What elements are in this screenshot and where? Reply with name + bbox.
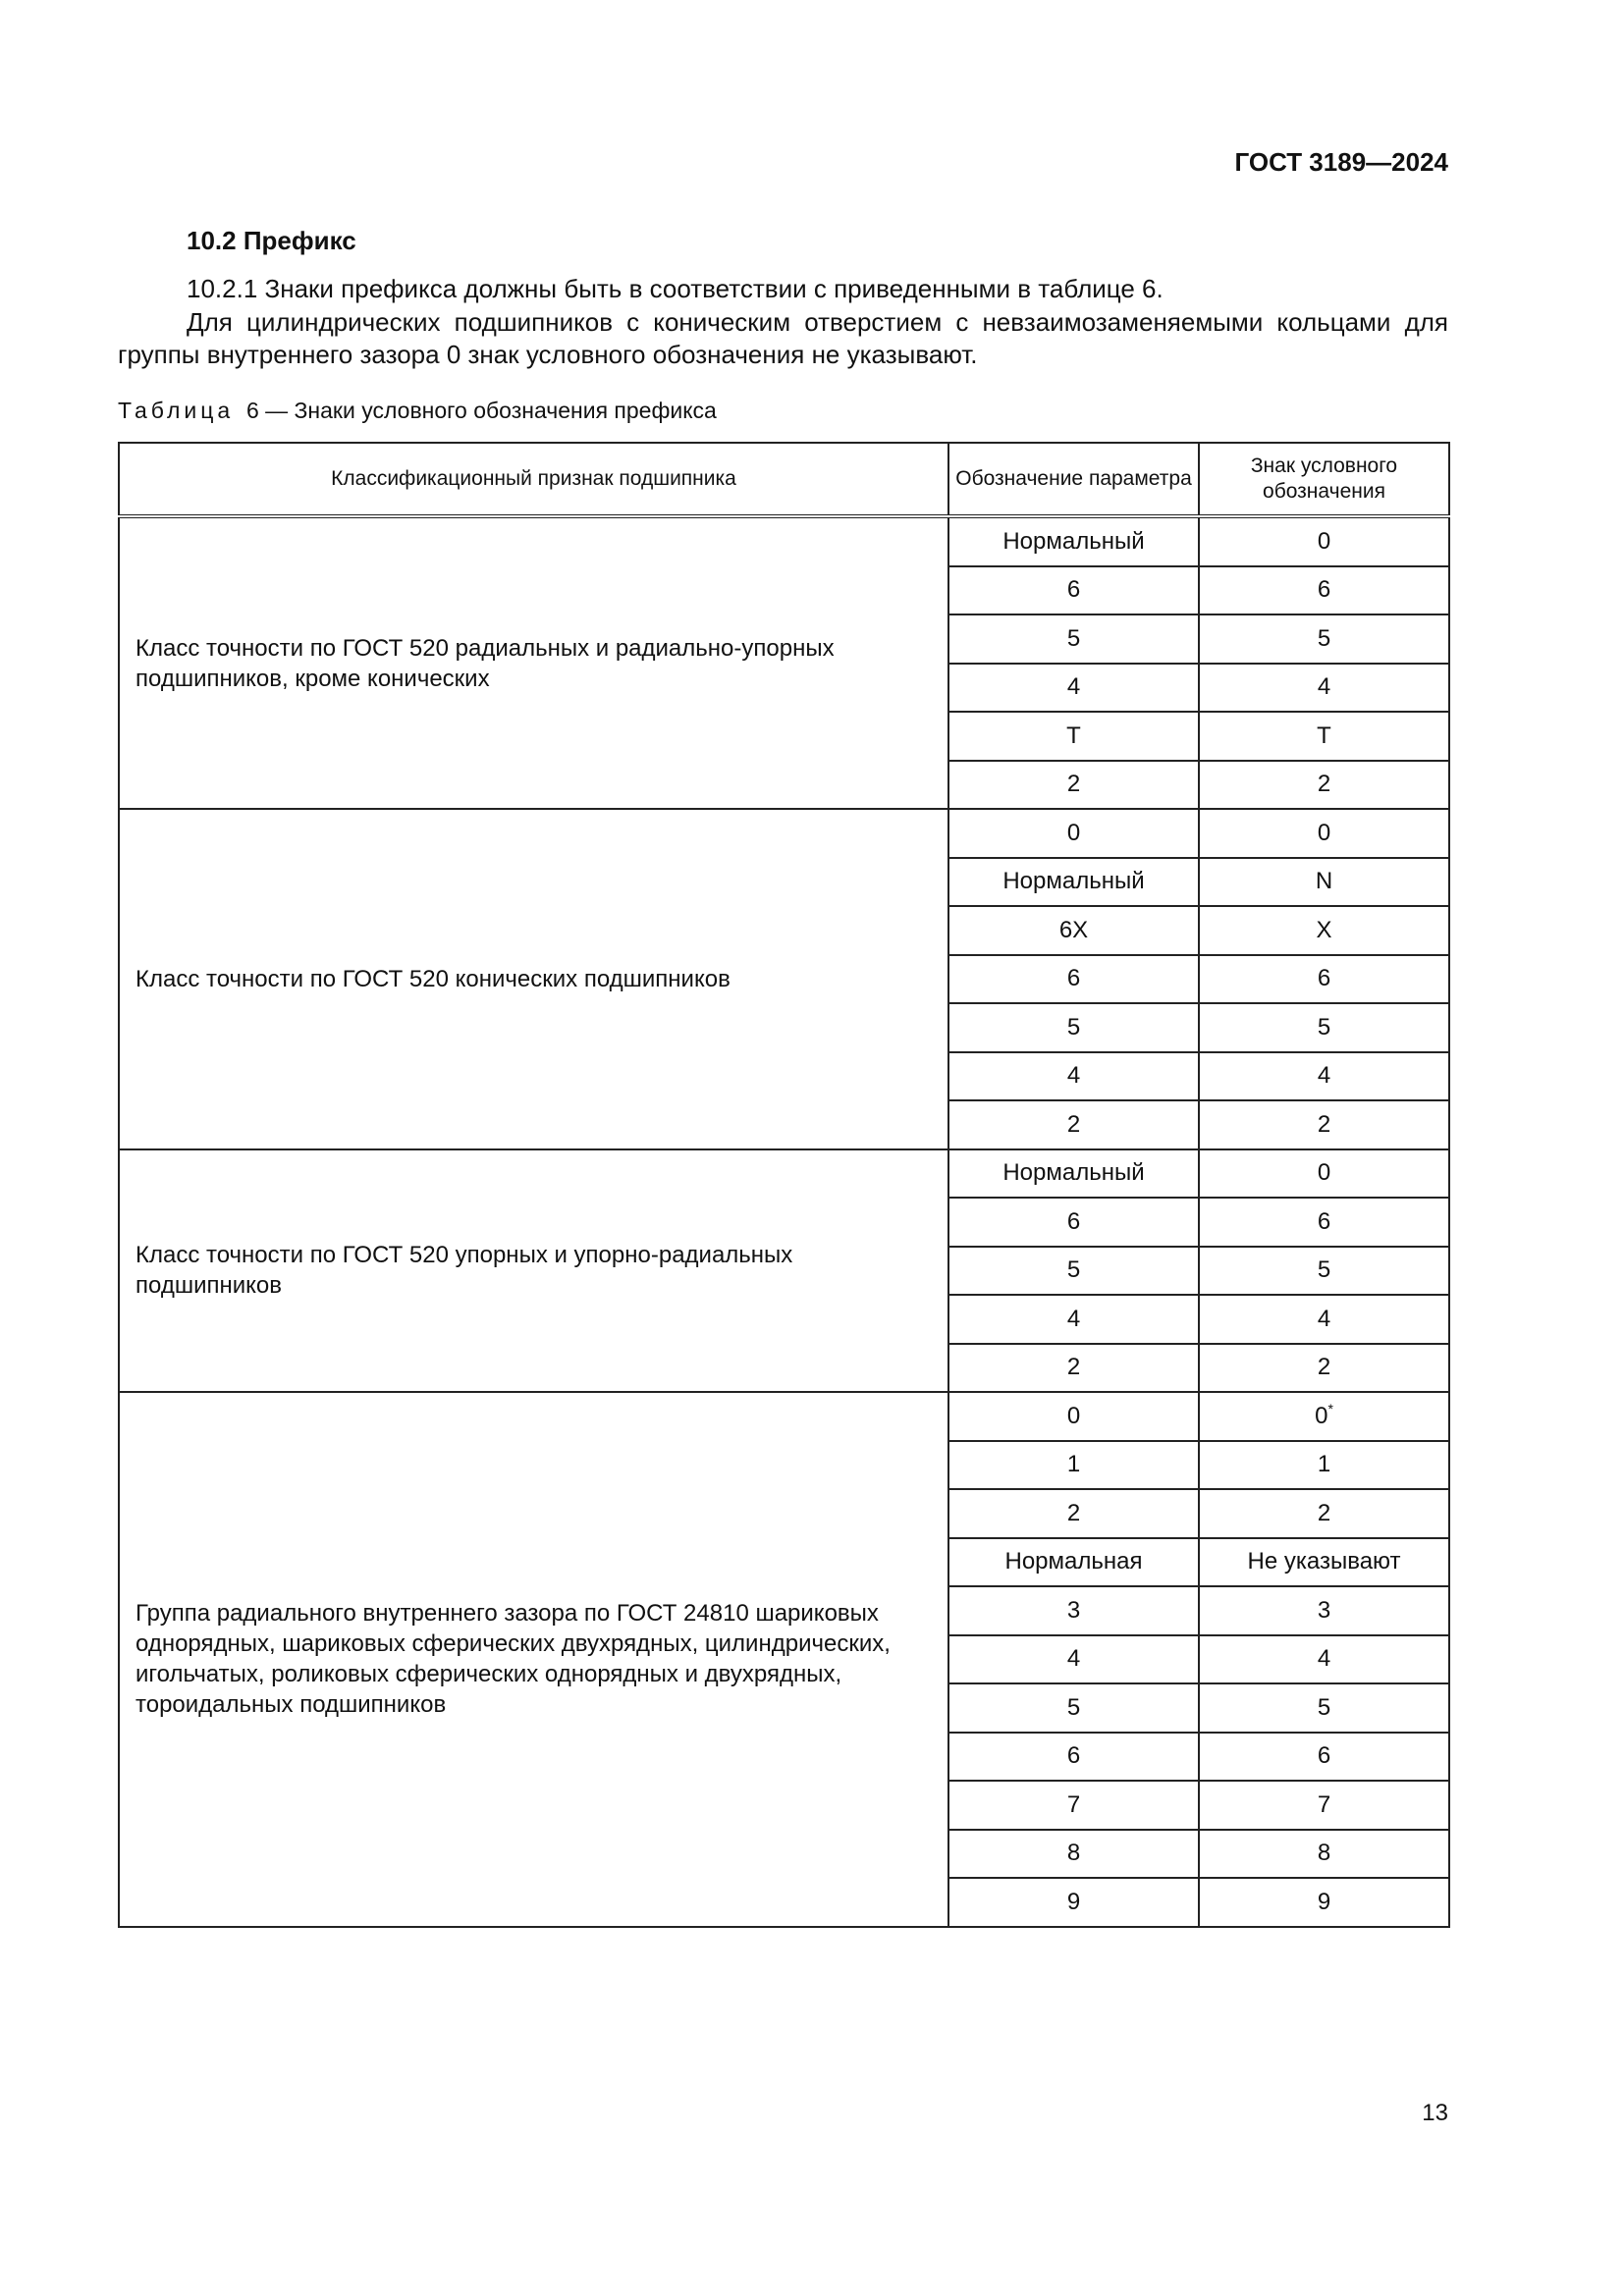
parameter-cell: 5 [948,614,1199,664]
sign-cell [1199,1198,1449,1247]
sign-value: 4 [1317,1305,1331,1332]
parameter-cell: 3 [948,1586,1199,1635]
sign-cell [1199,955,1449,1004]
sign-cell [1199,1392,1449,1441]
table-caption [118,398,717,424]
sign-value: 2 [1317,1499,1331,1526]
sign-value: 5 [1317,1256,1331,1284]
header-sign: Знак условного обозначения [1199,443,1449,516]
table-row [119,1392,1449,1441]
parameter-cell: 4 [948,1052,1199,1101]
sign-cell [1199,858,1449,907]
sign-value: 4 [1317,1062,1331,1090]
table-caption-label: Таблица [118,398,235,423]
sign-cell [1199,809,1449,858]
parameter-cell: 2 [948,761,1199,810]
sign-value: 7 [1317,1790,1331,1818]
parameter-cell: Т [948,712,1199,761]
parameter-cell: 4 [948,664,1199,713]
sign-value: N [1315,868,1333,895]
sign-value: 0 [1317,527,1331,555]
sign-cell [1199,664,1449,713]
parameter-cell: 5 [948,1247,1199,1296]
sign-cell [1199,566,1449,615]
sign-value: 2 [1317,1110,1331,1138]
document-code: ГОСТ 3189—2024 [1234,147,1448,177]
parameter-cell: 1 [948,1441,1199,1490]
sign-value: 8 [1317,1840,1331,1867]
parameter-cell: 4 [948,1295,1199,1344]
parameter-cell: 8 [948,1830,1199,1879]
sign-value: 1 [1317,1451,1331,1478]
sign-value: 2 [1317,771,1331,798]
paragraph-10-2-1: 10.2.1 Знаки префикса должны быть в соответствии с приведенными в таблице 6. [187,274,1164,303]
sign-value: 6 [1317,1742,1331,1770]
sign-cell [1199,516,1449,566]
sign-value: Т [1317,721,1331,749]
group-label: Класс точности по ГОСТ 520 радиальных и радиально-упорных подшипников, кроме конических [119,516,948,809]
sign-value: 9 [1317,1888,1331,1915]
parameter-cell: 6 [948,955,1199,1004]
header-classification: Классификационный признак подшипника [119,443,948,516]
parameter-cell: 7 [948,1781,1199,1830]
sign-cell [1199,1052,1449,1101]
footnote-mark: * [1327,1400,1333,1416]
sign-cell [1199,1247,1449,1296]
sign-cell [1199,1635,1449,1684]
sign-cell [1199,1586,1449,1635]
sign-cell [1199,1781,1449,1830]
sign-cell [1199,1538,1449,1587]
sign-cell [1199,1878,1449,1927]
table-body [119,516,1449,1927]
sign-value: 0 [1317,819,1331,846]
group-label: Группа радиального внутреннего зазора по ГОСТ 24810 шариковых однорядных, шариковых сферических двухрядных, цилиндрических, игольчатых, роликовых сферических однорядных и двухрядных, тороидальных подшипников [119,1392,948,1927]
sign-value: 3 [1317,1596,1331,1624]
parameter-cell: 2 [948,1100,1199,1149]
sign-value: 6 [1317,1207,1331,1235]
table-row [119,516,1449,566]
parameter-cell: Нормальная [948,1538,1199,1587]
prefix-signs-table [118,442,1450,1928]
sign-cell [1199,1830,1449,1879]
paragraph-cylindrical-bearings: Для цилиндрических подшипников с коническим отверстием с невзаимозаменяемыми кольцами для группы внутреннего зазора 0 знак условного обозначения не указывают. [118,307,1448,369]
sign-cell [1199,1100,1449,1149]
table-row [119,1149,1449,1199]
parameter-cell: 0 [948,1392,1199,1441]
sign-cell [1199,1683,1449,1733]
sign-cell [1199,1441,1449,1490]
sign-cell [1199,906,1449,955]
sign-cell [1199,1003,1449,1052]
sign-value: 4 [1317,673,1331,701]
sign-cell [1199,1733,1449,1782]
sign-value: 6 [1317,965,1331,992]
sign-value: 0 [1315,1402,1328,1429]
sign-cell [1199,1344,1449,1393]
sign-cell [1199,761,1449,810]
sign-value: Не указывают [1247,1548,1401,1575]
parameter-cell: 6 [948,1733,1199,1782]
sign-value: 0 [1317,1159,1331,1187]
header-parameter: Обозначение параметра [948,443,1199,516]
parameter-cell: Нормальный [948,1149,1199,1199]
sign-value: 2 [1317,1354,1331,1381]
parameter-cell: 0 [948,809,1199,858]
sign-cell [1199,1489,1449,1538]
parameter-cell: Нормальный [948,858,1199,907]
parameter-cell: 9 [948,1878,1199,1927]
parameter-cell: 5 [948,1003,1199,1052]
parameter-cell: Нормальный [948,516,1199,566]
sign-cell [1199,712,1449,761]
table-caption-text: 6 — Знаки условного обозначения префикса [245,398,717,423]
page-number: 13 [1422,2100,1448,2126]
parameter-cell: 4 [948,1635,1199,1684]
section-heading: 10.2 Префикс [187,226,356,255]
parameter-cell: 2 [948,1489,1199,1538]
table-header-row [119,443,1449,516]
parameter-cell: 6 [948,566,1199,615]
group-label: Класс точности по ГОСТ 520 упорных и упорно-радиальных подшипников [119,1149,948,1393]
parameter-cell: 6X [948,906,1199,955]
table-row [119,809,1449,858]
sign-value: 5 [1317,1013,1331,1041]
sign-cell [1199,614,1449,664]
parameter-cell: 2 [948,1344,1199,1393]
parameter-cell: 6 [948,1198,1199,1247]
group-label: Класс точности по ГОСТ 520 конических подшипников [119,809,948,1149]
sign-cell [1199,1149,1449,1199]
sign-value: 5 [1317,1693,1331,1721]
sign-value: 5 [1317,624,1331,652]
sign-cell [1199,1295,1449,1344]
sign-value: 4 [1317,1645,1331,1673]
sign-value: 6 [1317,576,1331,604]
parameter-cell: 5 [948,1683,1199,1733]
sign-value: X [1316,916,1332,943]
